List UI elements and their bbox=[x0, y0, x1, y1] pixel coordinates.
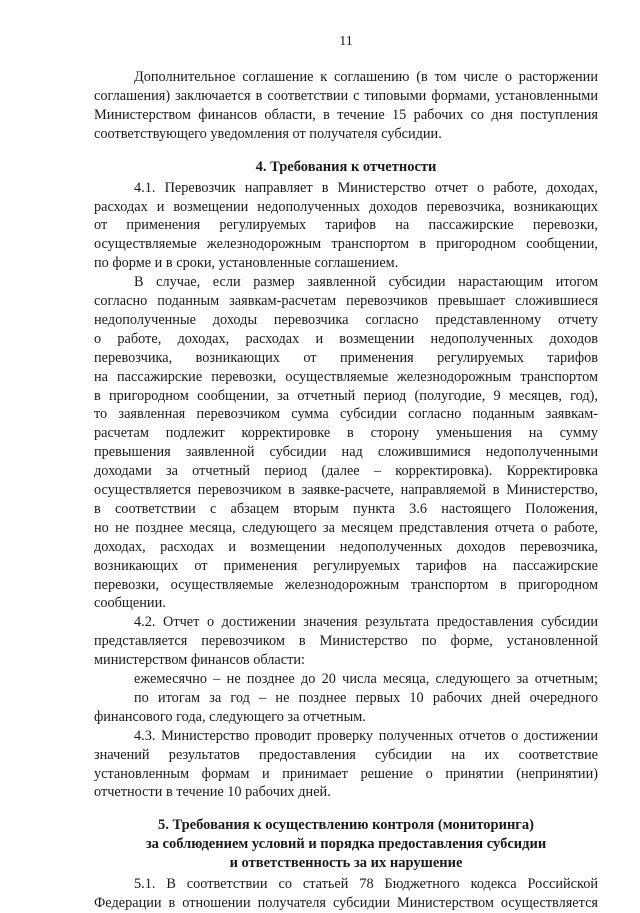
text-line: установленным формам и принимает решение о принятии (непринятии) bbox=[94, 765, 598, 782]
text-line: представляется перевозчиком в Министерство по форме, установленной bbox=[94, 633, 598, 650]
text-line: расчетам подлежит корректировке в сторону уменьшения на сумму bbox=[94, 425, 598, 442]
text-line: недополученные доходы перевозчика согласно представленному отчету bbox=[94, 311, 598, 328]
text-line: осуществляемые железнодорожным транспортом в пригородном сообщении, bbox=[94, 236, 598, 253]
text-line: 5.1. В соответствии со статьей 78 Бюджетного кодекса Российской bbox=[134, 876, 598, 893]
text-line: Министерством финансов области, в течение 15 рабочих со дня поступления bbox=[94, 106, 598, 123]
text-line: ежемесячно – не позднее до 20 числа месяца, следующего за отчетным; bbox=[134, 671, 598, 687]
text-line: от применения регулируемых тарифов на пассажирские перевозки, bbox=[94, 217, 598, 234]
text-line: 4.1. Перевозчик направляет в Министерство отчет о работе, доходах, bbox=[134, 179, 598, 196]
text-line: доходами за отчетный период (далее – корректировка). Корректировка bbox=[94, 463, 598, 480]
text-line: отчетности в течение 10 рабочих дней. bbox=[94, 784, 331, 801]
text-line: в пригородном сообщении, за отчетный период (полугодие, 9 месяцев, год), bbox=[94, 387, 598, 404]
text-line: по итогам за год – не позднее первых 10 рабочих дней очередного bbox=[134, 689, 598, 706]
text-line: превышения заявленной субсидии над сложившимися недополученными bbox=[94, 444, 598, 461]
text-line: 4.3. Министерство проводит проверку полученных отчетов о достижении bbox=[134, 727, 598, 744]
text-line: доходах, расходах и возмещении недополученных доходов перевозчика, bbox=[94, 538, 598, 555]
text-line: соответствующего уведомления от получателя субсидии. bbox=[94, 125, 442, 142]
text-line: перевозчика, возникающих от применения регулируемых тарифов bbox=[94, 349, 598, 366]
section-heading: за соблюдением условий и порядка предоставления субсидии bbox=[145, 836, 547, 853]
text-line: в соответствии с абзацем вторым пункта 3.6 настоящего Положения, bbox=[94, 500, 598, 517]
text-line: перевозки, осуществляемые железнодорожным транспортом в пригородном bbox=[94, 576, 598, 593]
text-line: значений результатов предоставления субсидии на их соответствие bbox=[94, 746, 598, 763]
section-heading: 4. Требования к отчетности bbox=[255, 158, 437, 175]
section-heading: и ответственность за их нарушение bbox=[229, 855, 463, 872]
text-line: соглашения) заключается в соответствии с типовыми формами, установленными bbox=[94, 87, 598, 104]
text-line: Дополнительное соглашение к соглашению (в том числе о расторжении bbox=[134, 69, 598, 85]
page-number: 11 bbox=[339, 34, 353, 49]
text-line: о работе, доходах, расходах и возмещении недополученных доходов bbox=[94, 330, 598, 347]
text-line: на пассажирские перевозки, осуществляемые железнодорожным транспортом bbox=[94, 368, 598, 385]
text-line: расходах и возмещении недополученных доходов перевозчика, возникающих bbox=[94, 198, 598, 215]
text-line: В случае, если размер заявленной субсидии нарастающим итогом bbox=[134, 274, 598, 291]
text-line: то заявленная перевозчиком сумма субсидии согласно поданным заявкам- bbox=[94, 406, 598, 423]
section-heading: 5. Требования к осуществлению контроля (мониторинга) bbox=[158, 817, 534, 834]
text-line: министерством финансов области: bbox=[94, 652, 305, 669]
text-line: по форме и в сроки, установленные соглашением. bbox=[94, 255, 399, 272]
text-line: 4.2. Отчет о достижении значения результата предоставления субсидии bbox=[134, 614, 598, 631]
text-line: осуществляется перевозчиком в заявке-расчете, направляемой в Министерство, bbox=[94, 482, 598, 498]
text-line: сообщении. bbox=[94, 595, 166, 612]
text-line: но не позднее месяца, следующего за месяцем представления отчета о работе, bbox=[94, 519, 598, 536]
text-line: возникающих от применения регулируемых тарифов на пассажирские bbox=[94, 557, 598, 574]
text-line: согласно поданным заявкам-расчетам перевозчиков превышает сложившиеся bbox=[94, 293, 598, 309]
text-line: финансового года, следующего за отчетным. bbox=[94, 708, 366, 725]
text-line: Федерации в отношении получателя субсидии Министерством осуществляется bbox=[94, 895, 598, 912]
